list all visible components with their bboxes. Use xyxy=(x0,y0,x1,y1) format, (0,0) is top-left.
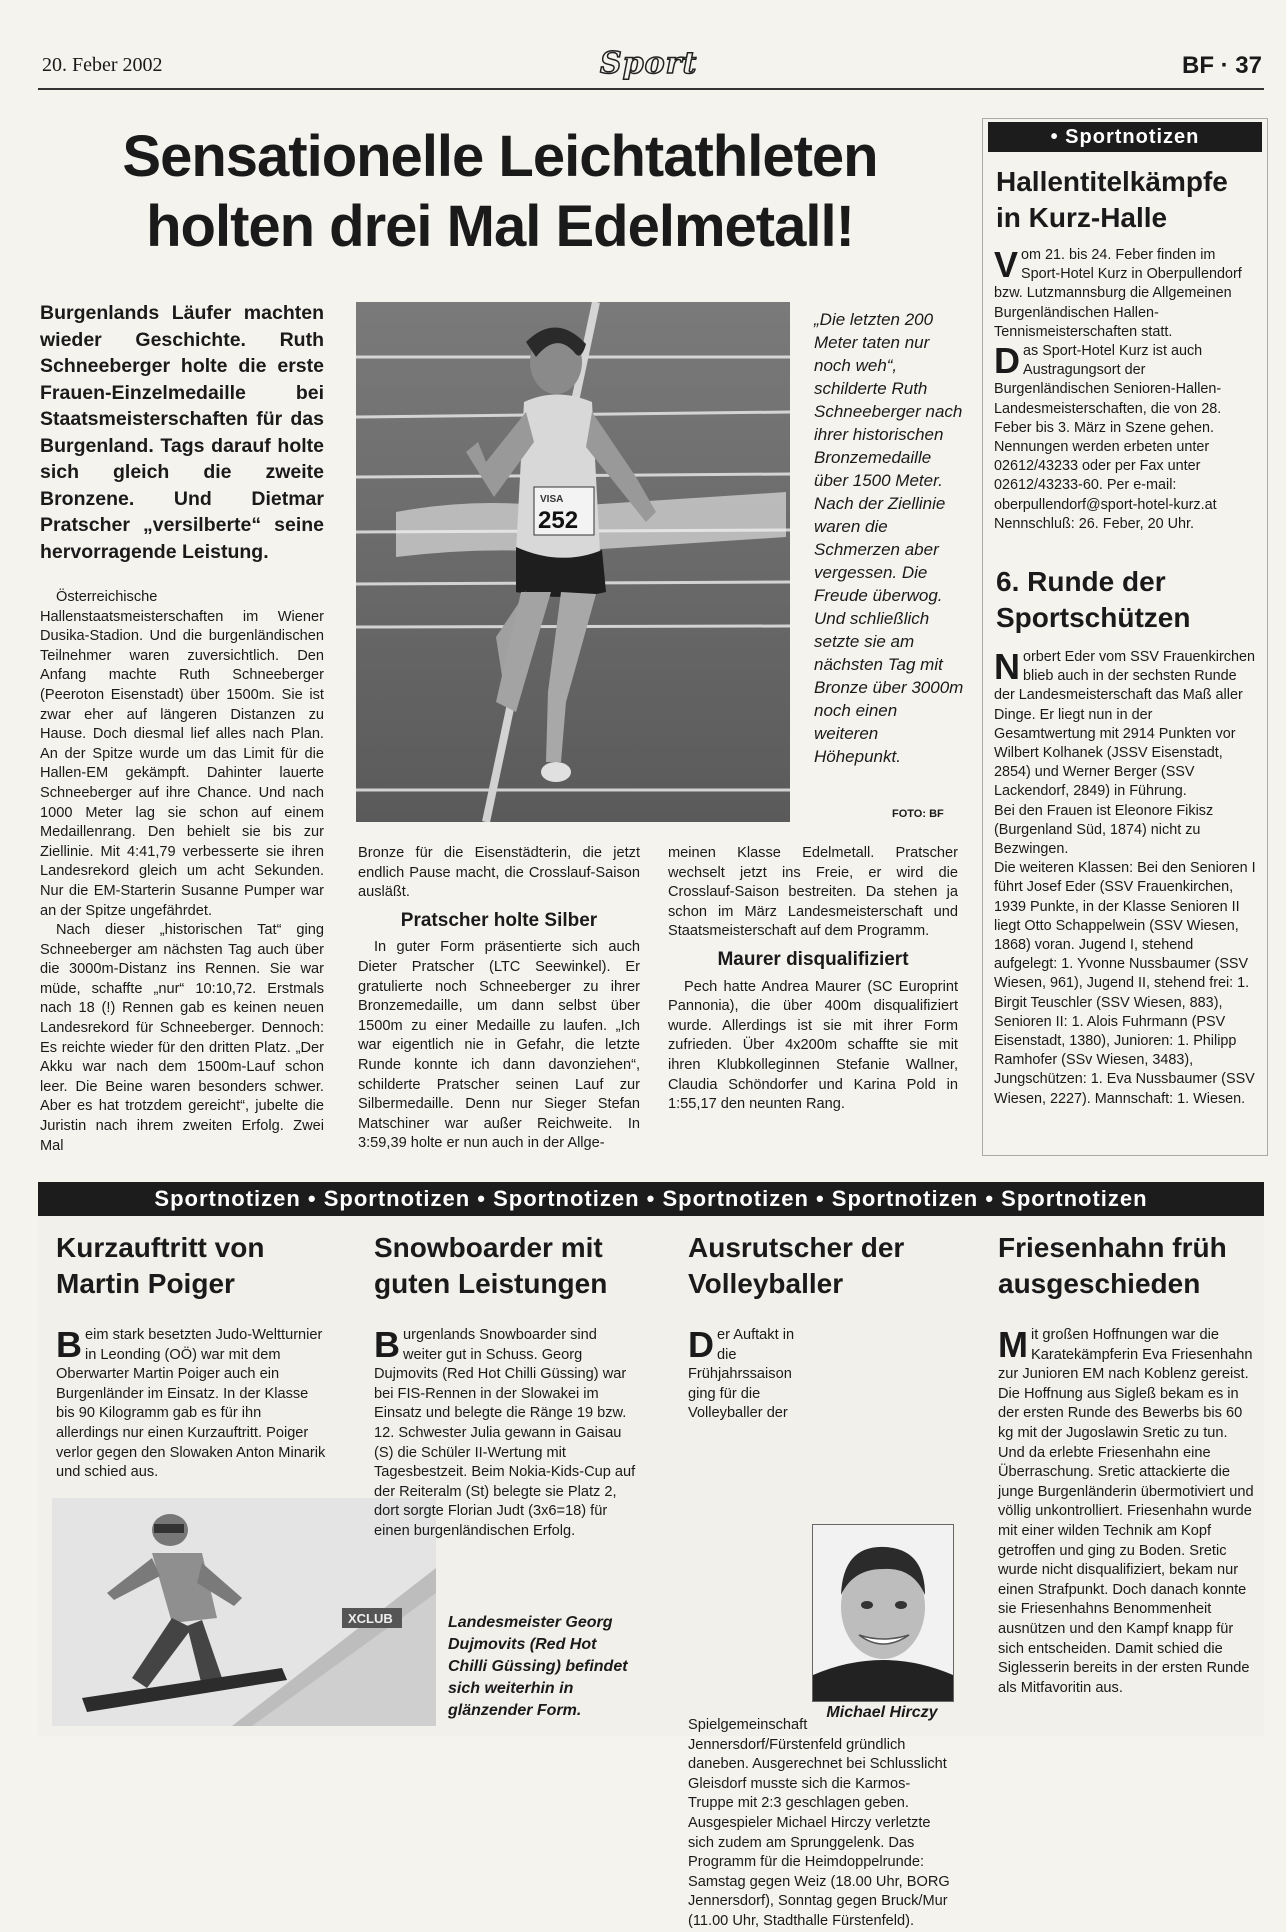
paragraph-text: eim stark besetzten Judo-Weltturnier in Leonding (OÖ) war mit dem Oberwarter Martin Poiger auch ein Burgenländer im Einsatz. In der Klasse bis 90 Kilogramm gab es für ihn allerdings nur einen Kurzauftritt. Poiger verlor gegen den Slowaken Anton Minarik und schied aus. xyxy=(56,1327,326,1481)
paragraph-text: om 21. bis 24. Feber finden im Sport-Hotel Kurz in Oberpullendorf bzw. Lutzmannsburg die Allgemeinen Burgenländischen Hallen-Tennismeisterschaften statt. xyxy=(994,247,1242,340)
notice-1-text xyxy=(56,1326,326,1483)
paragraph xyxy=(994,246,1256,342)
paragraph xyxy=(56,1326,326,1483)
paragraph: Bronze für die Eisenstädterin, die jetzt endlich Pause macht, die Crosslauf-Saison ausläßt. xyxy=(358,845,640,901)
paragraph: Nach dieser „historischen Tat“ ging Schneeberger am nächsten Tag auch über die 3000m-Distanz ins Rennen. Sie war müde, schaffte „nur“ 10:10,72. Erstmals nach 18 (!) Rennen gab es keinen neuen Landesrekord für Schneeberger. Dennoch: Es reichte wieder für den dritten Platz. „Der Akku war nach dem 1500m-Lauf schon leer. Die Beine waren besonders schwer. Aber es hat trotzdem gereicht“, jubelte die Juristin nach ihrem zweiten Erfolg. Zwei Mal xyxy=(40,922,324,1154)
sidebar-banner: • Sportnotizen xyxy=(988,122,1262,152)
notice-2-title: Snowboarder mit guten Leistungen xyxy=(374,1232,608,1299)
subhead-pratscher: Pratscher holte Silber xyxy=(400,909,598,931)
notice-4-text xyxy=(998,1326,1256,1698)
section-title: Sport xyxy=(600,46,698,81)
paragraph-text: as Sport-Hotel Kurz ist auch Austragungsort der Burgenländischen Senioren-Hallen-Landesmeisterschaften, die von 28. Feber bis 3. März in Szene gehen. Nennungen werden erbeten unter 02612/43233 oder per Fax unter 02612/43233-60. Per e-mail: oberpullendorf@sport-hotel-kurz.at Nennschluß: 26. Feber, 20 Uhr. xyxy=(994,343,1222,532)
issue-date: 20. Feber 2002 xyxy=(42,54,163,76)
paragraph-text: er Auftakt in die Frühjahrssaison ging für die Volleyballer der Spielgemeinschaft Jennersdorf/Fürstenfeld gründlich daneben. Ausgerechnet bei Schlusslicht Gleisdorf musste sich die Karmos-Truppe mit 2:3 geschlagen geben. Ausgespieler Michael Hirczy verletzte sich zudem am Sprunggelenk. Das Programm für die Heimdoppelrunde: Samstag gegen Weiz (18.00 Uhr, BORG Jennersdorf), Sonntag gegen Bruck/Mur (11.00 Uhr, Stadthalle Fürstenfeld). xyxy=(688,1327,950,1929)
drop-cap: B xyxy=(374,1324,400,1365)
hirczy-photo xyxy=(812,1524,954,1702)
notice-1-title: Kurzauftritt von Martin Poiger xyxy=(56,1232,265,1299)
paragraph-text: it großen Hoffnungen war die Karatekämpferin Eva Friesenhahn zur Junioren EM nach Koblenz gereist. Die Hoffnung aus Sigleß bekam es in der ersten Runde des Bewerbs bis 60 kg mit der Jugoslawin Sretic zu tun. Und da erlebte Friesenhahn eine Überraschung. Sretic attackierte die junge Burgenländerin übermotiviert und völlig unkontrolliert. Friesenhahn wurde mit einer wilden Technik am Kopf getroffen und ging zu Boden. Sretic wurde nicht disqualifiziert, bekam nur einen Strafpunkt. Doch danach konnte sie Friesenhahns Benommenheit ausnützen und den Kampf knapp für sich entscheiden. Damit schied die Siglesserin bereits in der ersten Runde als Mitfavoritin aus. xyxy=(998,1327,1254,1696)
drop-cap: N xyxy=(994,646,1020,687)
paragraph: meinen Klasse Edelmetall. Pratscher wechselt jetzt ins Freie, er wird die Crosslauf-Saison bestreiten. Da stehen ja schon im März Landesmeisterschaft und Staatsmeisterschaft auf dem Programm. xyxy=(668,845,958,940)
sidebar-item-2-text xyxy=(994,648,1256,1109)
drop-cap: M xyxy=(998,1324,1028,1365)
drop-cap: B xyxy=(56,1324,82,1365)
paragraph xyxy=(994,342,1256,534)
bottom-banner: Sportnotizen • Sportnotizen • Sportnotizen • Sportnotizen • Sportnotizen • Sportnotizen xyxy=(38,1182,1264,1216)
article-column-2 xyxy=(358,844,640,1154)
banner-text: XCLUB xyxy=(348,1611,393,1626)
page-number: BF · 37 xyxy=(1181,52,1262,79)
main-headline xyxy=(40,122,960,262)
notice-3-title: Ausrutscher der Volleyballer xyxy=(688,1232,905,1299)
paragraph-text: urgenlands Snowboarder sind weiter gut in Schuss. Georg Dujmovits (Red Hot Chilli Güssing) war bei FIS-Rennen in der Slowakei im Einsatz und belegte die Ränge 19 bzw. 12. Schwester Julia gewann in Gaisau (S) die Schüler II-Wertung mit Tagesbestzeit. Beim Nokia-Kids-Cup auf der Reiteralm (St) belegte sie Platz 2, dort sorgte Florian Judt (3x6=18) für einen burgenländischen Erfolg. xyxy=(374,1327,636,1539)
paragraph xyxy=(998,1326,1256,1698)
runner-illustration xyxy=(356,302,790,822)
portrait-illustration xyxy=(813,1525,953,1701)
header-rule xyxy=(38,88,1264,90)
hirczy-caption: Michael Hirczy xyxy=(826,1704,938,1721)
drop-cap: V xyxy=(994,244,1019,285)
paragraph: Bei den Frauen ist Eleonore Fikisz (Burgenland Süd, 1874) nicht zu Bezwingen. xyxy=(994,802,1214,858)
paragraph: Pech hatte Andrea Maurer (SC Europrint Pannonia), die über 400m disqualifiziert wurde. Allerdings ist sie mit ihrer Form zufrieden. Über 4x200m schaffte sie mit ihren Klubkolleginnen Stefanie Wallner, Claudia Schöndorfer und Karina Pold in 1:55,17 den neunten Rang. xyxy=(668,978,958,1113)
photo-credit: FOTO: BF xyxy=(892,808,944,820)
runner-photo xyxy=(356,302,790,822)
bib-number: 252 xyxy=(538,507,579,534)
drop-cap: D xyxy=(688,1324,714,1365)
article-column-3 xyxy=(668,844,958,1115)
notice-4-title: Friesenhahn früh ausgeschieden xyxy=(998,1232,1227,1299)
paragraph xyxy=(374,1326,636,1542)
notice-2-text xyxy=(374,1326,636,1542)
article-lede: Burgenlands Läufer machten wieder Geschichte. Ruth Schneeberger holte die erste Frauen-Einzelmedaille bei Staatsmeisterschaften für das Burgenland. Tags darauf holte sich gleich die zweite Bronzene. Und Dietmar Pratscher „versilberte“ seine hervorragende Leistung. xyxy=(40,302,324,563)
subhead-maurer: Maurer disqualifiziert xyxy=(717,948,909,970)
snowboarder-caption: Landesmeister Georg Dujmovits (Red Hot Chilli Güssing) befindet sich weiterhin in glänzender Form. xyxy=(448,1614,628,1719)
sidebar-item-1-title: Hallentitelkämpfe in Kurz-Halle xyxy=(996,166,1228,233)
paragraph: Die weiteren Klassen: Bei den Senioren I führt Josef Eder (SSV Frauenkirchen, 1939 Punkte, in der Klasse Senioren II liegt Otto Schappelwein (SSV Wiesen, 1868) voran. Jugend I, stehend aufgelegt: 1. Yvonne Nussbaumer (SSV Wiesen, 961), Jugend II, stehend frei: 1. Birgit Teuschler (SSV Wiesen, 883), Senioren II: 1. Alois Fuhrmann (PSV Eisenstadt, 1380), Junioren: 1. Philipp Ramhofer (SSv Wiesen, 3483), Jungschützen: 1. Eva Nussbaumer (SSV Wiesen, 2227). Mannschaft: 1. Wiesen. xyxy=(994,860,1256,1107)
bib-brand: VISA xyxy=(540,494,564,505)
paragraph xyxy=(994,648,1256,802)
paragraph: Österreichische Hallenstaatsmeisterschaften im Wiener Dusika-Stadion. Und die burgenländischen Teilnehmer waren zuversichtlich. Den Anfang machte Ruth Schneeberger (Peeroton Eisenstadt) über 1500m. Sie ist zwar eher auf längeren Distanzen zu Hause. Doch diesmal lief alles nach Plan. An der Spitze wurde um das Limit für die Hallen-EM gekämpft. Dahinter lauerte Schneeberger auf ihre Chance. Und nach 1000 Meter lag sie schon auf einem Medaillenrang. Den behielt sie bis zur Ziellinie. Mit 4:41,79 verbesserte sie ihren Landesrekord gleich um acht Sekunden. Nur die EM-Starterin Susanne Pumper war an der Spitze ungefährdet. xyxy=(40,589,324,919)
paragraph: In guter Form präsentierte sich auch Dieter Pratscher (LTC Seewinkel). Er gratulierte noch Schneeberger zu ihrer Bronzemedaille, um dann selbst über 1500m zu einer Medaille zu laufen. „Ich war eigentlich nie in Gefahr, die letzte Runde konnte ich dann davonziehen“, schilderte Pratscher seinen Lauf zur Silbermedaille. Denn nur Sieger Stefan Matschiner war außer Reichweite. In 3:59,39 holte er nun auch in der Allge- xyxy=(358,939,640,1152)
sidebar-item-2-title: 6. Runde der Sportschützen xyxy=(996,566,1191,633)
paragraph-text: orbert Eder vom SSV Frauenkirchen blieb auch in der sechsten Runde der Landesmeisterschaft das Maß aller Dinge. Er liegt nun in der Gesamtwertung mit 2914 Punkten vor Wilbert Kolhanek (JSSV Eisenstadt, 2854) und Werner Berger (SSV Lackendorf, 2849) in Führung. xyxy=(994,649,1255,800)
sidebar-item-1-text xyxy=(994,246,1256,534)
article-column-1 xyxy=(40,588,324,1156)
pull-quote: „Die letzten 200 Meter taten nur noch weh“, schilderte Ruth Schneeberger nach ihrer historischen Bronzemedaille über 1500 Meter. Nach der Ziellinie waren die Schmerzen aber vergessen. Die Freude überwog. Und schließlich setzte sie am nächsten Tag mit Bronze über 3000m noch einen weiteren Höhepunkt. xyxy=(814,310,964,766)
headline-line-1: Sensationelle Leichtathleten xyxy=(122,124,878,189)
drop-cap: D xyxy=(994,340,1020,382)
headline-line-2: holten drei Mal Edelmetall! xyxy=(146,194,854,259)
